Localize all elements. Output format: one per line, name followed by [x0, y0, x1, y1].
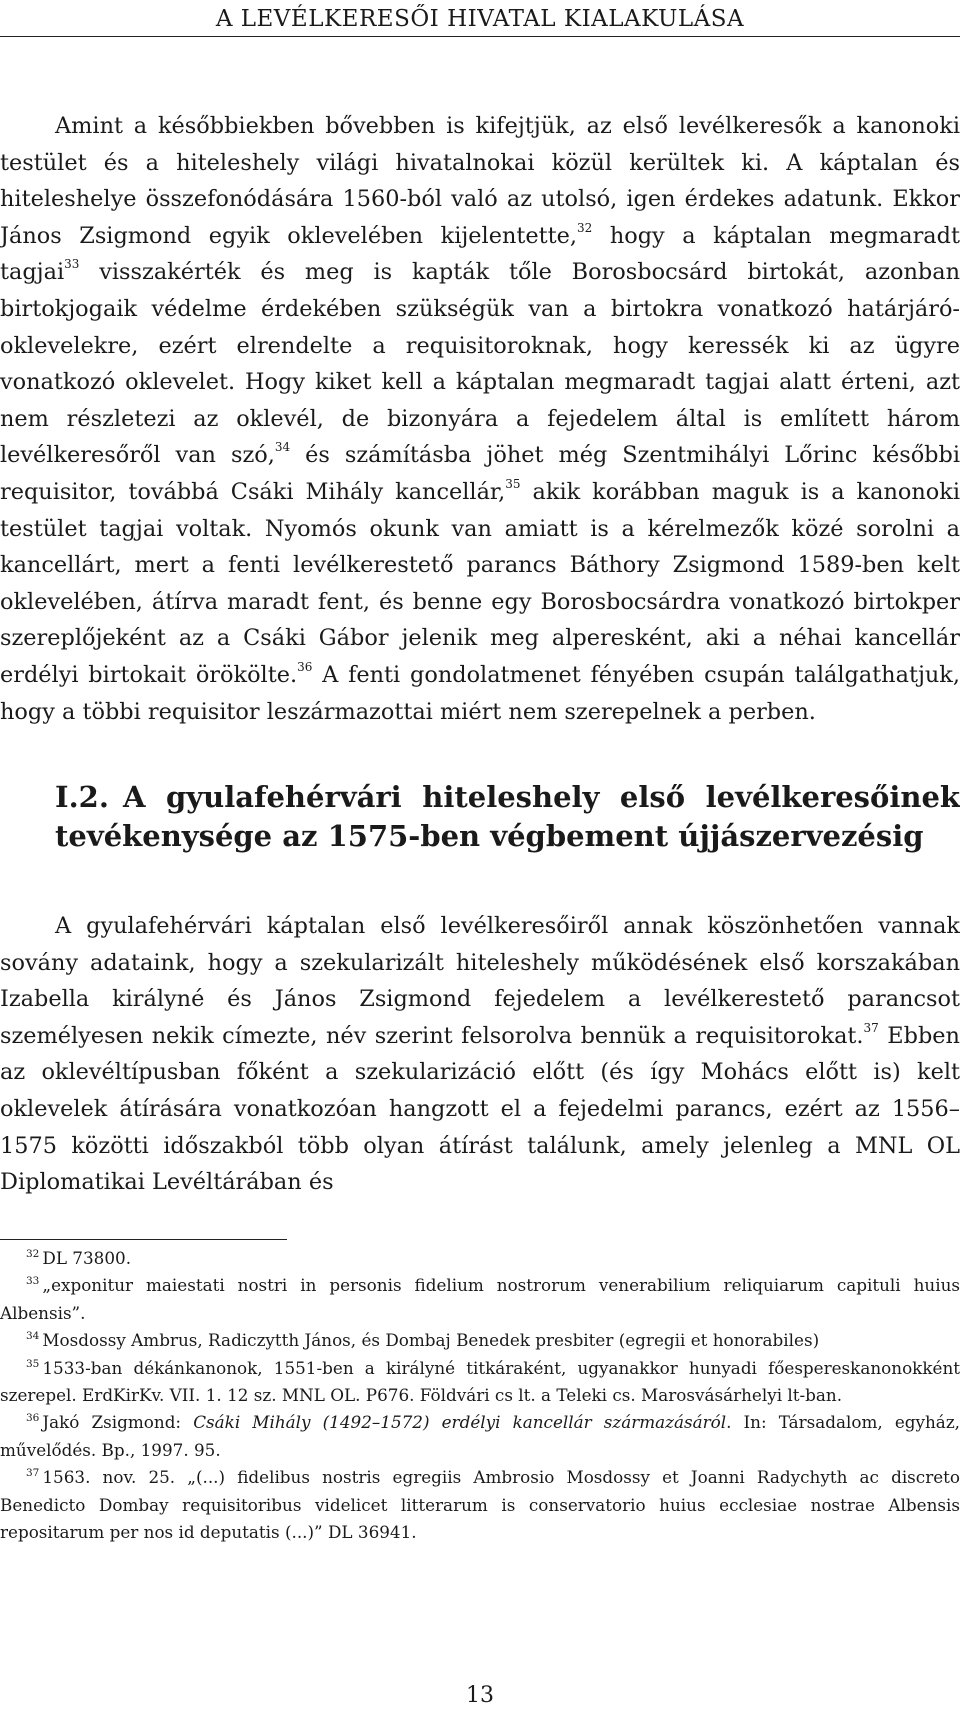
- footnote-text: 1563. nov. 25. „(...) fidelibus nostris egregiis Ambrosio Mosdossy et Joanni Radychyth ac discreto Benedicto Dombay requisitoribus videlicet litterarum is conservatorio huius ecclesiae nostrae Albensis repositarum per nos id deputatis (...)” DL 36941.: [0, 1467, 960, 1543]
- paragraph-1: [0, 108, 960, 730]
- footnote-rule: [0, 1239, 287, 1240]
- footnote-title: Csáki Mihály (1492–1572) erdélyi kancellár származásáról: [193, 1412, 727, 1433]
- text-run: visszakérték és meg is kapták tőle Borosbocsárd birtokát, azonban birtokjogaik védelme érdekében szükségük van a birtokra vonatkozó határjáró-oklevelekre, ezért elrendelte a requisitoroknak, hogy keressék ki az ügyre vonatkozó oklevelet. Hogy kiket kell a káptalan megmaradt tagjai alatt érteni, azt nem részletezi az oklevél, de bizonyára a fejedelem által is említett három levélkeresőről van szó,: [0, 259, 960, 469]
- text-run: Ebben az oklevéltípusban főként a szekularizáció előtt (és így Mohács előtt is) kelt oklevelek átírására vonatkozóan hangzott el a fejedelmi parancs, ezért az 1556–1575 közötti időszakból több olyan átírást találunk, amely jelenleg a MNL OL Diplomatikai Levéltárában és: [0, 1022, 960, 1196]
- footnote-34: [0, 1327, 960, 1354]
- footnote-number: 33: [26, 1275, 40, 1288]
- footnote-text: DL 73800.: [42, 1248, 132, 1268]
- body-text: [0, 108, 960, 1201]
- footnote-text: 1533-ban dékánkanonok, 1551-ben a királyné titkáraként, ugyanakkor hunyadi főespereskanonokként szerepel. ErdKirKv. VII. 1. 12 sz. MNL OL. P676. Földvári cs lt. a Teleki cs. Marosvásárhelyi lt-ban.: [0, 1357, 960, 1406]
- footnote-35: [0, 1355, 960, 1410]
- footnote-ref-33[interactable]: 33: [64, 257, 80, 272]
- footnote-text: Mosdossy Ambrus, Radiczytth János, és Dombaj Benedek presbiter (egregii et honorabiles): [42, 1330, 820, 1351]
- text-run: A gyulafehérvári káptalan első levélkeresőiről annak köszönhetően vannak sovány adataink, hogy a szekularizált hiteleshely működésének első korszakában Izabella királyné és János Zsigmond fejedelem a levélkerestető parancsot személyesen nekik címezte, név szerint felsorolva bennük a requisitorokat.: [0, 913, 960, 1049]
- footnote-ref-34[interactable]: 34: [274, 440, 291, 455]
- footnote-ref-36[interactable]: 36: [297, 659, 313, 674]
- footnote-number: 37: [26, 1467, 40, 1480]
- footnote-ref-32[interactable]: 32: [577, 220, 593, 235]
- header-rule: [0, 36, 960, 37]
- footnote-33: [0, 1272, 960, 1327]
- footnote-37: [0, 1464, 960, 1546]
- paragraph-2: [0, 908, 960, 1201]
- footnote-ref-35[interactable]: 35: [505, 476, 521, 491]
- footnote-text: . In: Társadalom, egyház, művelődés. Bp., 1997. 95.: [0, 1412, 960, 1460]
- footnote-32: [0, 1245, 960, 1272]
- footnote-ref-37[interactable]: 37: [863, 1020, 879, 1035]
- footnote-36: [0, 1409, 960, 1464]
- footnotes: [0, 1245, 960, 1546]
- section-title: A gyulafehérvári hiteleshely első levélkeresőinek tevékenysége az 1575-ben végbement újjászervezésig: [55, 780, 960, 854]
- footnote-number: 34: [26, 1330, 40, 1343]
- footnote-number: 32: [26, 1248, 40, 1260]
- footnote-number: 36: [26, 1412, 40, 1425]
- text-run: Amint a későbbiekben bővebben is kifejtjük, az első levélkeresők a kanonoki testület és a hiteleshely világi hivatalnokai közül kerültek ki. A káptalan és hiteleshelye összefonódására 1560-ból való az utolsó, igen érdekes adatunk. Ekkor János Zsigmond egyik oklevelében kijelentette,: [0, 113, 960, 249]
- text-run: és számításba jöhet még Szentmihályi Lőrinc későbbi requisitor, továbbá Csáki Mihály kancellár,: [0, 442, 960, 505]
- text-run: akik korábban maguk is a kanonoki testület tagjai voltak. Nyomós okunk van amiatt is a kérelmezők közé sorolni a kancellárt, mert a fenti levélkerestető parancs Báthory Zsigmond 1589-ben kelt oklevelében, átírva maradt fent, és benne egy Borosbocsárdra vonatkozó birtokper szereplőjeként az a Csáki Gábor jelenik meg alperesként, aki a néhai kancellár erdélyi birtokait örökölte.: [0, 478, 960, 688]
- footnote-text: Jakó Zsigmond:: [42, 1412, 194, 1433]
- footnote-text: „exponitur maiestati nostri in personis fidelium nostrorum venerabilium reliquiarum capituli huius Albensis”.: [0, 1275, 960, 1323]
- text-run: hogy a káptalan megmaradt tagjai: [0, 222, 960, 286]
- section-heading: [0, 778, 960, 856]
- running-head: A LEVÉLKERESŐI HIVATAL KIALAKULÁSA: [215, 6, 745, 32]
- section-number: I.2.: [55, 780, 109, 815]
- footnote-number: 35: [26, 1357, 40, 1370]
- page-number: 13: [466, 1683, 494, 1708]
- text-run: A fenti gondolatmenet fényében csupán találgathatjuk, hogy a többi requisitor leszármazottai miért nem szerepelnek a perben.: [0, 661, 960, 725]
